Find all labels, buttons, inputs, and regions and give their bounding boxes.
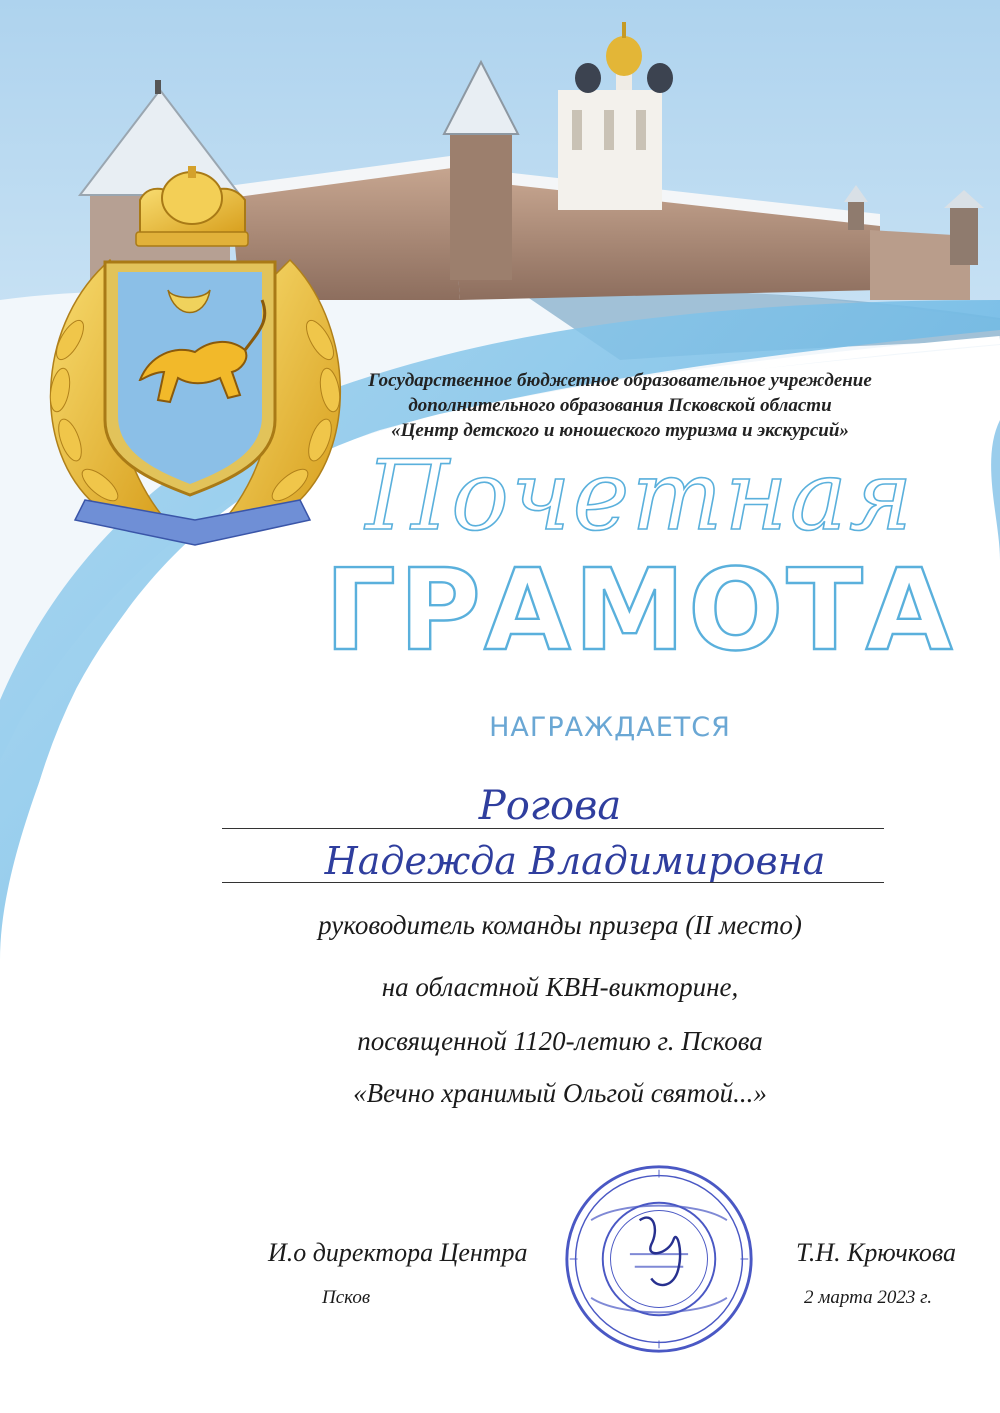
right-edge-band (991, 420, 1000, 560)
surname-line (222, 828, 884, 829)
body-line-2: на областной КВН-викторине, (381, 972, 739, 1002)
signatory-title: И.о директора Центра (268, 1238, 528, 1267)
given-names-line (222, 882, 884, 883)
title-script: Почетная (365, 440, 915, 552)
organization-line-2: дополнительного образования Псковской области (408, 395, 832, 416)
body-line-4: «Вечно хранимый Ольгой святой...» (353, 1078, 767, 1108)
recipient-surname: Рогова (478, 783, 622, 829)
date: 2 марта 2023 г. (804, 1287, 932, 1308)
city: Псков (322, 1287, 371, 1308)
title-block: ГРАМОТА (324, 546, 956, 676)
body-line-1: руководитель команды призера (II место) (318, 910, 802, 940)
official-stamp (562, 1162, 756, 1356)
body-line-3: посвященной 1120-летию г. Пскова (357, 1026, 763, 1056)
organization-line-3: «Центр детского и юношеского туризма и экскурсий» (391, 420, 849, 441)
recipient-given-names: Надежда Владимировна (324, 839, 826, 883)
organization-name (330, 368, 910, 443)
organization-line-1: Государственное бюджетное образовательное учреждение (368, 370, 872, 391)
awarded-label: НАГРАЖДАЕТСЯ (489, 712, 731, 743)
signatory-name: Т.Н. Крючкова (796, 1238, 957, 1267)
